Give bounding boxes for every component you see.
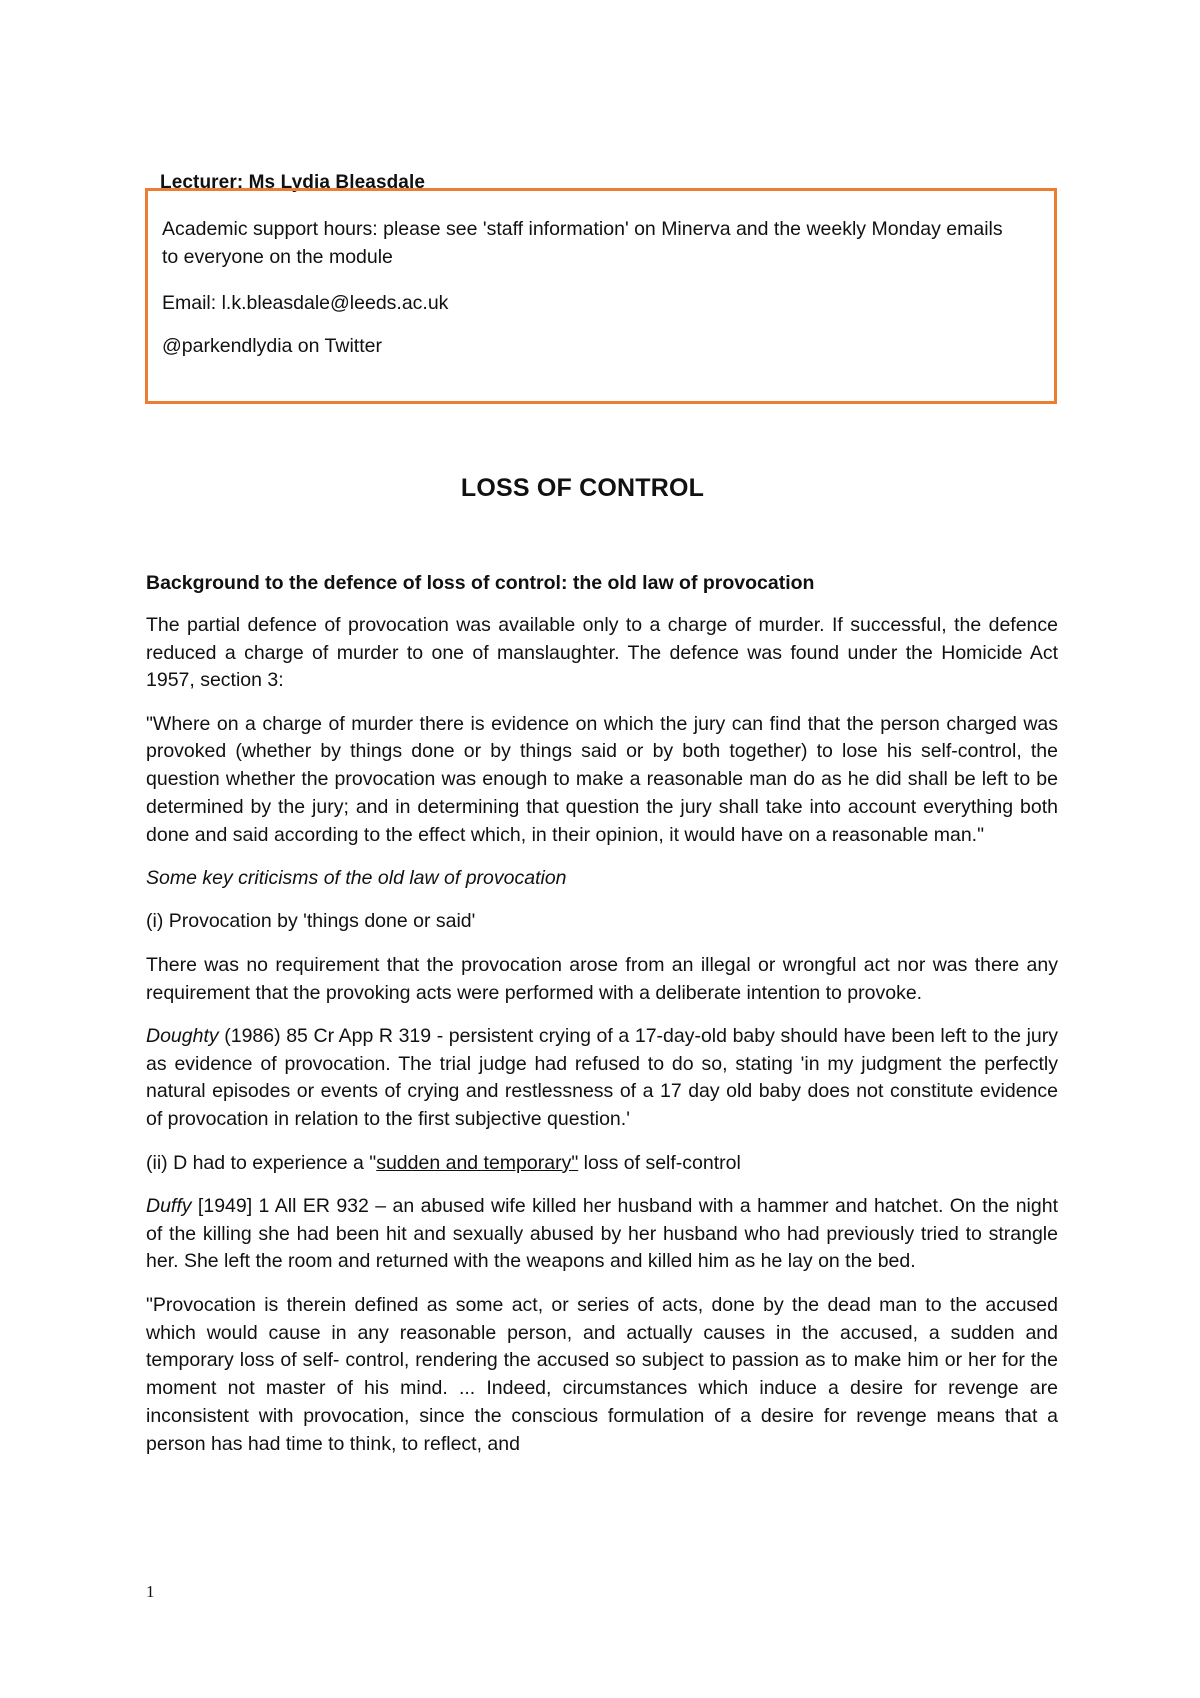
duffy-case-name: Duffy — [146, 1194, 192, 1217]
lecturer-name: Lecturer: Ms Lydia Bleasdale — [160, 172, 426, 193]
contact-info-box — [145, 188, 1057, 404]
point-one-paragraph: There was no requirement that the provocation arose from an illegal or wrongful act nor was there any requirement that the provoking acts were performed with a deliberate intention to provoke. — [146, 953, 1058, 1004]
doughty-case-name: Doughty — [146, 1024, 219, 1047]
point-two-heading — [146, 1150, 1058, 1178]
criticisms-heading: Some key criticisms of the old law of provocation — [146, 867, 567, 890]
page-number: 1 — [146, 1582, 155, 1601]
twitter-handle-text: @parkendlydia on Twitter — [162, 335, 382, 357]
point-one-heading: (i) Provocation by 'things done or said' — [146, 910, 476, 933]
doughty-paragraph — [146, 1023, 1058, 1134]
duffy-quote: "Provocation is therein defined as some act, or series of acts, done by the dead man to the accused which would cause in any reasonable person, and actually causes in the accused, a sudden and temporary loss of self- control, rendering the accused so subject to passion as to make him or her for the moment not master of his mind. ... Indeed, circumstances which induce a desire for revenge are inconsistent with provocation, since the conscious formulation of a desire for revenge means that a person has had time to think, to reflect, and — [146, 1293, 1058, 1455]
support-hours-text: Academic support hours: please see 'staff information' on Minerva and the weekly Monday emails to everyone on the module — [162, 218, 1003, 268]
point-two-suffix: loss of self-control — [578, 1151, 741, 1174]
duffy-paragraph — [146, 1193, 1058, 1276]
point-two-prefix: (ii) D had to experience a " — [146, 1151, 377, 1174]
email-text: Email: l.k.bleasdale@leeds.ac.uk — [162, 292, 449, 314]
document-body — [146, 570, 1058, 1474]
statute-quote: "Where on a charge of murder there is evidence on which the jury can find that the person charged was provoked (whether by things done or by things said or by both together) to lose his self-control, the question whether the provocation was enough to make a reasonable man do as he did shall be left to be determined by the jury; and in determining that question the jury shall take into account everything both done and said according to the effect which, in their opinion, it would have on a reasonable man." — [146, 712, 1058, 846]
duffy-case-text: [1949] 1 All ER 932 – an abused wife killed her husband with a hammer and hatchet. On the night of the killing she had been hit and sexually abused by her husband who had previously tried to strangle her. She left the room and returned with the weapons and killed him as he lay on the bed. — [146, 1194, 1058, 1273]
document-title: LOSS OF CONTROL — [460, 474, 705, 502]
intro-paragraph: The partial defence of provocation was available only to a charge of murder. If successful, the defence reduced a charge of murder to one of manslaughter. The defence was found under the Homicide Act 1957, section 3: — [146, 613, 1058, 692]
section-heading: Background to the defence of loss of control: the old law of provocation — [146, 572, 815, 594]
point-two-underlined: sudden and temporary" — [376, 1151, 579, 1174]
doughty-case-text: (1986) 85 Cr App R 319 - persistent crying of a 17-day-old baby should have been left to the jury as evidence of provocation. The trial judge had refused to do so, stating 'in my judgment the perfectly natural episodes or events of crying and restlessness of a 17 day old baby does not constitute evidence of provocation in relation to the first subjective question.' — [146, 1024, 1058, 1131]
